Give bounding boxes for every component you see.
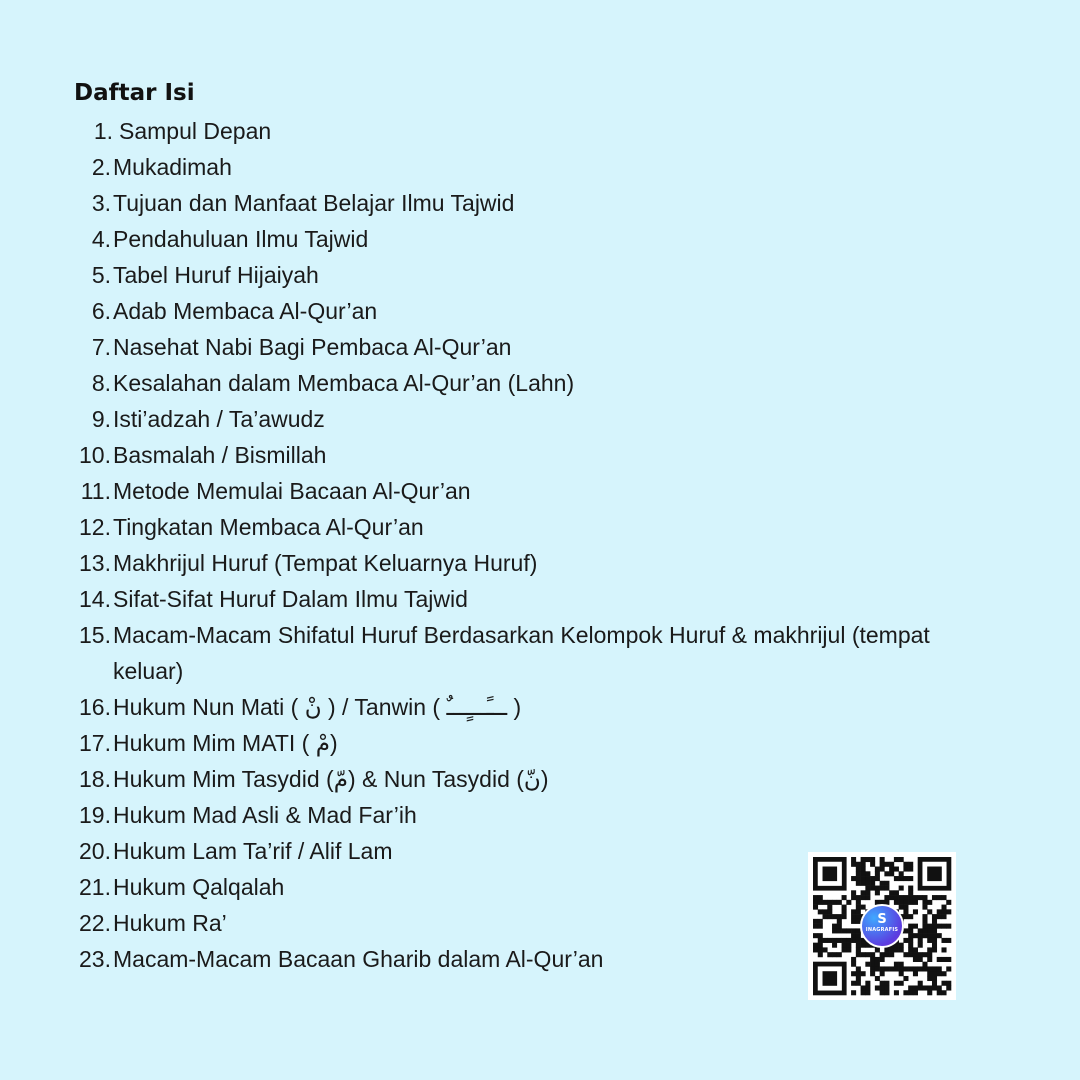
list-item	[0, 689, 1000, 725]
list-item	[0, 581, 1000, 617]
item-number: 17.	[79, 730, 111, 756]
item-number: 18.	[79, 766, 111, 792]
item-text: Hukum Nun Mati ( نْ ) / Tanwin ( ـــًـــٍـــٌ )	[113, 694, 522, 720]
list-item	[0, 509, 1000, 545]
qr-logo-text: INAGRAFIS	[865, 927, 899, 933]
item-number: 3.	[91, 190, 111, 216]
item-text: Kesalahan dalam Membaca Al-Qur’an (Lahn)	[113, 370, 575, 396]
list-item	[0, 293, 1000, 329]
item-text: Sampul Depan	[119, 118, 272, 144]
item-text: Pendahuluan Ilmu Tajwid	[113, 226, 369, 252]
list-item	[0, 617, 1000, 689]
item-number: 4.	[91, 226, 111, 252]
item-number: 12.	[79, 514, 111, 540]
item-text: Nasehat Nabi Bagi Pembaca Al-Qur’an	[113, 334, 512, 360]
list-item	[0, 725, 1000, 761]
item-text: Macam-Macam Bacaan Gharib dalam Al-Qur’an	[113, 946, 604, 972]
item-text: Tingkatan Membaca Al-Qur’an	[113, 514, 424, 540]
qr-logo-icon	[860, 904, 904, 948]
item-number: 22.	[79, 910, 111, 936]
list-item	[0, 329, 1000, 365]
item-text: Metode Memulai Bacaan Al-Qur’an	[113, 478, 471, 504]
item-text: Hukum Lam Ta’rif / Alif Lam	[113, 838, 393, 864]
item-text: Isti’adzah / Ta’awudz	[113, 406, 325, 432]
item-number: 11.	[80, 478, 111, 504]
item-number: 16.	[79, 694, 111, 720]
item-number: 21.	[79, 874, 111, 900]
item-text: Basmalah / Bismillah	[113, 442, 327, 468]
list-item	[0, 257, 1000, 293]
item-number: 9.	[91, 406, 111, 432]
item-text: Hukum Qalqalah	[113, 874, 285, 900]
item-text: Tabel Huruf Hijaiyah	[113, 262, 319, 288]
item-number: 20.	[79, 838, 111, 864]
item-number: 23.	[79, 946, 111, 972]
item-text: Hukum Mim Tasydid (مّ) & Nun Tasydid (نّ)	[113, 766, 549, 792]
list-item	[0, 545, 1000, 581]
qr-logo-mark: S	[877, 912, 887, 927]
list-item	[0, 185, 1000, 221]
item-number: 15.	[79, 622, 111, 648]
item-text: Adab Membaca Al-Qur’an	[113, 298, 378, 324]
qr-code[interactable]	[808, 852, 956, 1000]
item-number: 13.	[79, 550, 111, 576]
list-item	[0, 149, 1000, 185]
item-number: 5.	[91, 262, 111, 288]
list-item	[0, 221, 1000, 257]
item-number: 6.	[91, 298, 111, 324]
item-number: 2.	[91, 154, 111, 180]
item-number: 19.	[79, 802, 111, 828]
item-text: Hukum Mad Asli & Mad Far’ih	[113, 802, 417, 828]
list-item	[0, 797, 1000, 833]
item-text: Makhrijul Huruf (Tempat Keluarnya Huruf)	[113, 550, 538, 576]
item-number: 8.	[91, 370, 111, 396]
item-text: Hukum Ra’	[113, 910, 227, 936]
list-item	[0, 365, 1000, 401]
table-of-contents	[0, 113, 1000, 977]
item-text: Mukadimah	[113, 154, 232, 180]
list-item	[0, 401, 1000, 437]
item-text: Macam-Macam Shifatul Huruf Berdasarkan Kelompok Huruf & makhrijul (tempat keluar)	[113, 622, 930, 684]
list-item	[0, 113, 1000, 149]
item-number: 1.	[93, 118, 113, 144]
item-number: 7.	[91, 334, 111, 360]
page-title: Daftar Isi	[74, 80, 195, 106]
item-number: 14.	[79, 586, 111, 612]
item-text: Tujuan dan Manfaat Belajar Ilmu Tajwid	[113, 190, 515, 216]
item-text: Hukum Mim MATI ( مْ)	[113, 730, 338, 756]
list-item	[0, 437, 1000, 473]
list-item	[0, 473, 1000, 509]
list-item	[0, 761, 1000, 797]
item-number: 10.	[79, 442, 111, 468]
item-text: Sifat-Sifat Huruf Dalam Ilmu Tajwid	[113, 586, 468, 612]
